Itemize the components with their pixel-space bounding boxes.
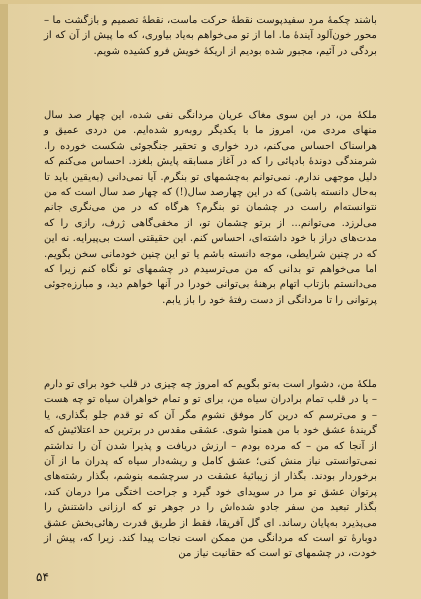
page-edge-left (0, 0, 8, 599)
paragraph-3 (44, 377, 377, 562)
paragraph-1 (44, 13, 377, 59)
page-number: ۵۴ (36, 570, 49, 584)
paragraph-2 (44, 108, 377, 308)
paragraph-text: ملکهٔ من، در این سوی مغاک عریان مردانگی نفی شده، این چهار صد سال منهای مردی من، امروز ما با یکدیگر روبه‌رو شده‌ایم. من دردی عمیق و هراسناک احساس می‌کنم، درد خواری و تحقیر جنگجوئی شکست خورده را. شرمندگی دوندهٔ بادپائی را که در آغاز مسابقه پایش بلغزد. احساس می‌کنم که دلیل موجهی ندارم. نمی‌توانم به‌چشمهای تو بنگرم. آیا نمی‌دانی (به‌یقین باید تا به‌حال دانسته باشی) که در این چهارصد سال(!) که چهار صد سال است که من نتوانسته‌ام راست در چشمان تو بنگرم؟ هرگاه که در من می‌نگری جانم می‌لرزد. می‌توانم... از برتو چشمان تو، از مخفی‌گاهی ژرف، رازی را که مدت‌های دراز با خود داشته‌ای، احساس کنم. این حقیقتی است بی‌پیرایه. نه این که در چنین شرایطی، موجه دانسته باشم یا تو این چنین خودمانی سخن بگویم. اما می‌خواهم تو بدانی که من می‌ترسیدم در چشمهای تو نگاه کنم زیرا که می‌دانستم بازتاب اتهام برهنهٔ بی‌توانی خودرا در آنها خواهم دید، و مبارزه‌جوئی پرتوانی را تا مردانگی از دست رفتهٔ خود را باز یابم. (44, 110, 377, 306)
page-edge-top (0, 0, 421, 4)
paragraph-text: باشند چکمهٔ مرد سفیدپوست نقطهٔ حرکت ماست، نقطهٔ تصمیم و بازگشت ما – محور خون‌آلود آیندهٔ ما. اما از تو می‌خواهم به‌یاد بیاوری، که ما پیش از آن که از بردگی در آئیم، مجبور شده بودیم از اریکهٔ خویش فرو کشیده شویم. (44, 15, 377, 57)
paragraph-text: ملکهٔ من، دشوار است به‌تو بگویم که امروز چه چیزی در قلب خود برای تو دارم – یا در قلب تمام برادران سیاه من، برای تو و تمام خواهران سیاه تو چه هست – و می‌ترسم که درین کار موفق نشوم مگر آن که تو قدم جلو بگذاری، یا گریندهٔ عشق خود با من همنوا شوی. عشقی مقدس در برترین حد اعتلائیش که از آنجا که من – که مرده بودم – ارزش دریافت و پذیرا شدن آن را نداشتم نمی‌توانستی نیاز منش کنی؛ عشق کامل و ریشه‌دار سیاه که پدران ما از آن برخوردار بودند. بگذار از زیبائیهٔ عشقت در سرچشمه بنوشم، بگذار رشته‌های پرتوان عشق تو مرا در سویدای خود گیرد و جراحت اختگی مرا درمان کند، بگذار تبعید من سفر جادو شده‌اش را در جوهر تو که ارزانی داشتنش را می‌پذیرد به‌پایان رساند. ای گل آفریقا، فقط از طریق قدرت رهائی‌بخش عشق دوبارهٔ تو است که مردانگی من ممکن است نجات پیدا کند. زیرا که، پیش از خودت، در چشمهای تو است که حقانیت نیاز من (44, 379, 377, 560)
